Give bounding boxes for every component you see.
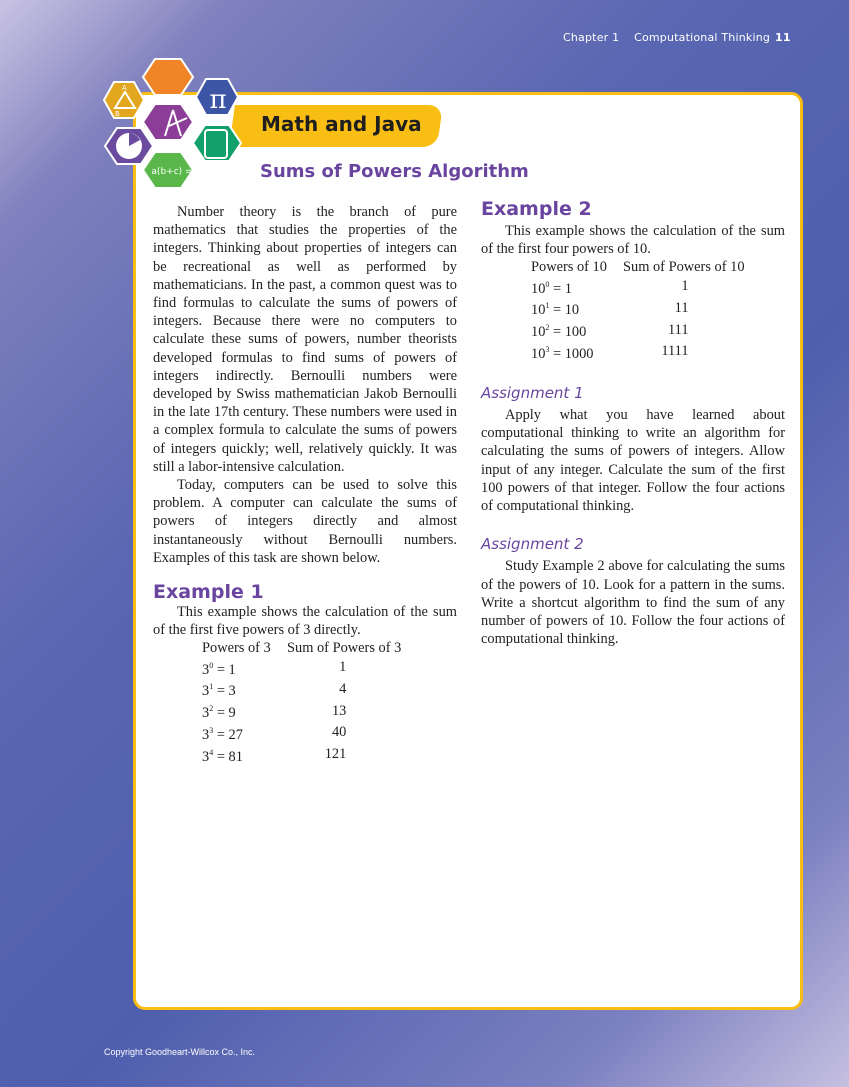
column-header: Powers of 3 (202, 639, 271, 656)
power-cell: $10^1 = 10$ (531, 301, 580, 319)
table-row (202, 744, 401, 766)
sum-cell: 1 (681, 278, 689, 294)
power-cell: $3^1 = 3$ (202, 682, 236, 700)
power-cell: $3^0 = 1$ (202, 660, 236, 678)
table-row (202, 722, 401, 744)
assignment2-text: Study Example 2 above for calculating the sums of the powers of 10. Look for a pattern in the sums. Write a shortcut algorithm to find the sum of any number of powers of 10. Follow the four actions of computational thinking. (481, 558, 785, 648)
example2-text: This example shows the calculation of the sum of the first four powers of 10. (481, 223, 785, 258)
table-row (531, 319, 745, 341)
example2-table (531, 259, 745, 363)
example1-heading: Example 1 (153, 581, 264, 604)
left-column (153, 203, 457, 766)
copyright: Copyright Goodheart-Willcox Co., Inc. (104, 1047, 256, 1057)
power-cell: $3^4 = 81$ (202, 747, 243, 765)
svg-text:a(b+c) =: a(b+c) = (151, 167, 193, 177)
svg-text:C: C (136, 110, 141, 118)
assignment2-heading: Assignment 2 (481, 535, 584, 554)
sum-cell: 121 (324, 746, 347, 763)
power-cell: $10^3 = 1000$ (531, 345, 594, 362)
column-header: Powers of 10 (531, 258, 607, 275)
feature-subtitle: Sums of Powers Algorithm (260, 161, 529, 182)
intro-paragraph: Number theory is the branch of pure mathematics that studies the properties of the integers. Thinking about properties of integers can be recreational as well as performed by mathematicians. In the past, a common quest was to find formulas to calculate the sums of powers of integers. Because there were no computers to calculate these sums of powers, number theorists developed formulas to find sums of powers of integers indirectly. Bernoulli numbers were developed by Swiss mathematician Jakob Bernoulli in the late 17th century. These numbers were used in a complex formula to calculate the sums of powers of integers quickly; well, relatively quickly. It was still a labor-intensive calculation. (153, 204, 457, 475)
sum-cell: 40 (331, 724, 347, 741)
column-header: Sum of Powers of 3 (287, 639, 402, 656)
chapter-label: Chapter 1 (563, 31, 620, 44)
svg-text:B: B (115, 110, 120, 118)
sum-cell: 111 (668, 321, 689, 338)
assignment1-heading: Assignment 1 (481, 383, 584, 402)
table-row (202, 678, 401, 700)
power-cell: $3^3 = 27$ (202, 726, 243, 743)
intro-paragraph: Today, computers can be used to solve this problem. A computer can calculate the sums of powers of integers directly and almost instantaneously without Bernoulli numbers. Examples of this task are shown below. (153, 477, 457, 566)
power-cell: $10^0 = 1$ (531, 279, 572, 297)
sum-cell: 1111 (661, 343, 689, 360)
sum-cell: 4 (339, 680, 347, 697)
math-hexagon-logo-icon (103, 56, 248, 196)
right-column (481, 200, 785, 648)
sum-cell: 1 (339, 659, 347, 676)
example1-text: This example shows the calculation of the sum of the first five powers of 3 directly. (153, 604, 457, 639)
table-row (531, 341, 745, 363)
power-cell: $3^2 = 9$ (202, 704, 236, 722)
svg-text:A: A (122, 84, 127, 92)
example1-table (202, 640, 401, 766)
sum-cell: 13 (331, 702, 347, 719)
assignment1-text: Apply what you have learned about computational thinking to write an algorithm for calculating the sums of powers of integers. Allow input of any integer. Calculate the sum of the first 100 powers of that integer. Follow the four actions of computational thinking. (481, 407, 785, 515)
power-cell: $10^2 = 100$ (531, 323, 587, 340)
svg-text:π: π (209, 85, 227, 115)
example2-heading: Example 2 (481, 198, 592, 220)
page-number: 11 (775, 31, 791, 44)
table-row (202, 657, 401, 679)
table-row (531, 276, 745, 298)
feature-title: Math and Java (261, 112, 422, 136)
column-header: Sum of Powers of 10 (623, 258, 745, 275)
chapter-title: Computational Thinking (634, 31, 771, 44)
running-header (563, 31, 791, 44)
table-row (202, 700, 401, 722)
table-row (531, 297, 745, 319)
sum-cell: 11 (674, 299, 689, 316)
